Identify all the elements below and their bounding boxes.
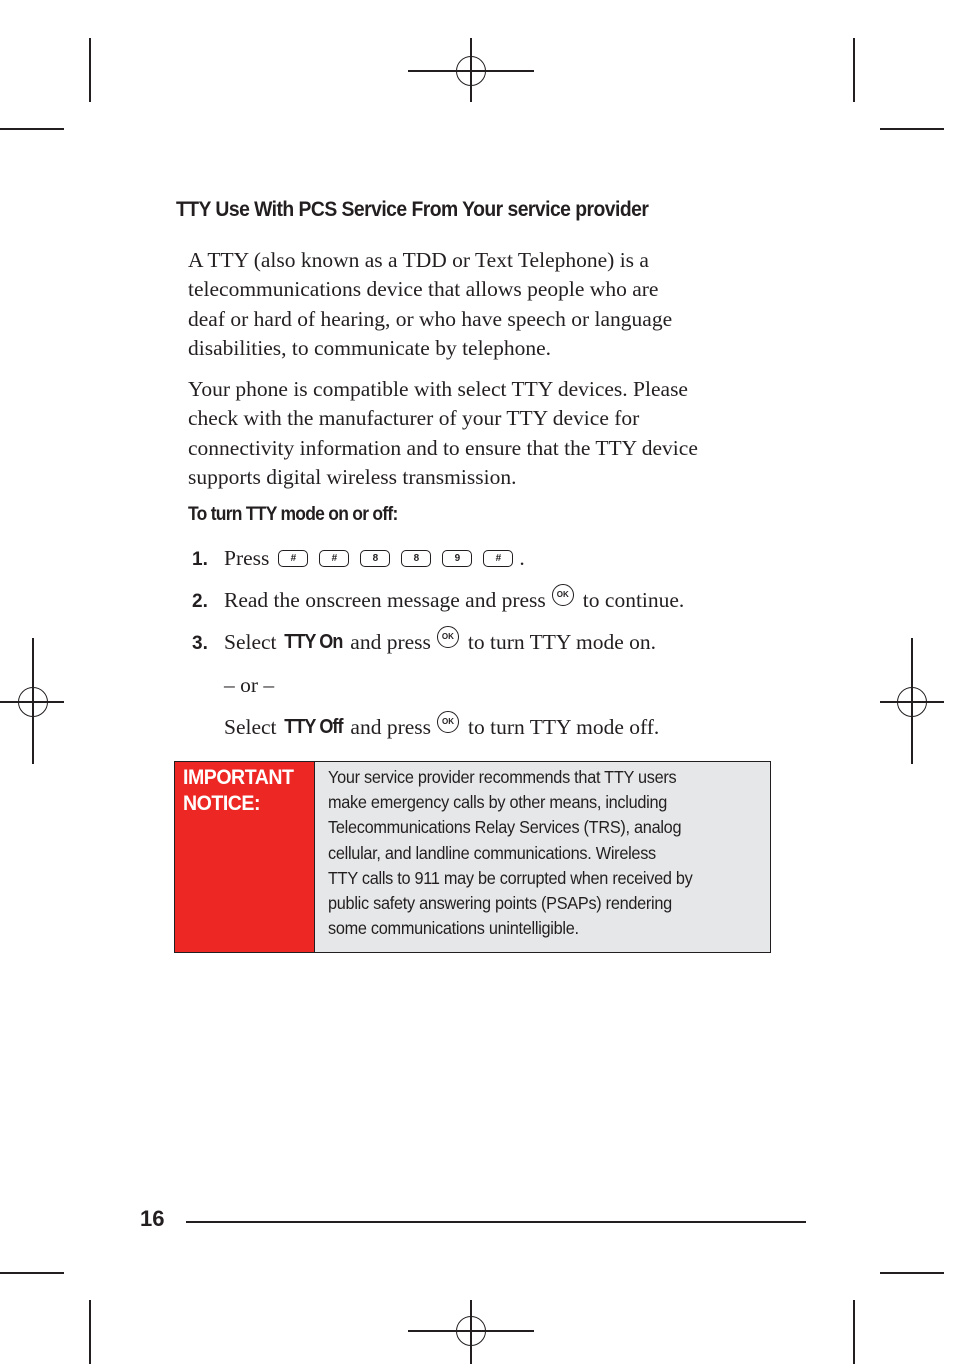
menu-item-tty-on: TTY On <box>283 631 343 653</box>
text-line: check with the manufacturer of your TTY device for <box>188 406 640 431</box>
step-number: 1. <box>192 549 208 570</box>
step-2 <box>224 588 684 613</box>
or-separator: – or – <box>224 673 275 697</box>
notice-line: make emergency calls by other means, including <box>328 792 668 813</box>
step-text: . <box>519 546 525 570</box>
alt-step <box>224 715 659 740</box>
intro-paragraph-2 <box>188 375 788 492</box>
ok-button-icon: OK <box>437 626 459 648</box>
page-number: 16 <box>140 1206 165 1231</box>
step-1 <box>224 546 525 571</box>
step-text: to turn TTY mode on. <box>467 630 657 654</box>
step-text: Press <box>224 546 270 570</box>
crop-mark <box>853 1300 855 1364</box>
crop-mark <box>0 1272 64 1274</box>
text-line: Your phone is compatible with select TTY devices. Please <box>188 377 688 401</box>
section-title: TTY Use With PCS Service From Your service provider <box>176 197 649 221</box>
notice-line: Your service provider recommends that TTY users <box>328 767 677 787</box>
intro-paragraph-1 <box>188 246 788 363</box>
footer-rule <box>186 1221 806 1223</box>
text-line: disabilities, to communicate by telephone. <box>188 335 552 360</box>
notice-line: public safety answering points (PSAPs) rendering <box>328 893 672 914</box>
crop-mark <box>89 1300 91 1364</box>
ok-button-icon: OK <box>437 711 459 733</box>
text-line: supports digital wireless transmission. <box>188 464 517 489</box>
ok-button-icon: OK <box>552 584 574 606</box>
text-line: deaf or hard of hearing, or who have speech or language <box>188 306 673 331</box>
pound-key-icon: # <box>483 550 513 567</box>
notice-body <box>314 762 770 952</box>
crop-mark <box>853 38 855 102</box>
text-line: telecommunications device that allows people who are <box>188 277 659 302</box>
notice-line: cellular, and landline communications. Wireless <box>328 842 656 863</box>
step-text: Read the onscreen message and press <box>224 588 546 612</box>
step-text: Select <box>224 630 277 654</box>
notice-line: some communications unintelligible. <box>328 918 579 939</box>
procedure-title: To turn TTY mode on or off: <box>188 504 398 525</box>
pound-key-icon: # <box>278 550 308 567</box>
text-line: A TTY (also known as a TDD or Text Telephone) is a <box>188 248 649 272</box>
step-number: 3. <box>192 633 208 654</box>
eight-key-icon: 8 <box>360 550 390 567</box>
notice-label-line: NOTICE: <box>183 792 261 815</box>
nine-key-icon: 9 <box>442 550 472 567</box>
step-3 <box>224 630 656 655</box>
step-text: and press <box>350 715 432 739</box>
notice-label-line: IMPORTANT <box>183 766 294 789</box>
text-line: connectivity information and to ensure that the TTY device <box>188 435 698 460</box>
pound-key-icon: # <box>319 550 349 567</box>
menu-item-tty-off: TTY Off <box>283 716 343 738</box>
crop-mark <box>0 128 64 130</box>
eight-key-icon: 8 <box>401 550 431 567</box>
crop-mark <box>880 128 944 130</box>
step-number: 2. <box>192 591 208 612</box>
notice-label <box>175 762 314 952</box>
notice-line: TTY calls to 911 may be corrupted when received by <box>328 867 693 888</box>
important-notice-box <box>174 761 771 953</box>
crop-mark <box>880 1272 944 1274</box>
step-text: to continue. <box>582 588 685 612</box>
key-sequence <box>269 550 513 567</box>
crop-mark <box>89 38 91 102</box>
step-text: Select <box>224 715 277 739</box>
notice-line: Telecommunications Relay Services (TRS), analog <box>328 817 682 838</box>
step-text: and press <box>350 630 431 654</box>
step-text: to turn TTY mode off. <box>468 715 660 739</box>
